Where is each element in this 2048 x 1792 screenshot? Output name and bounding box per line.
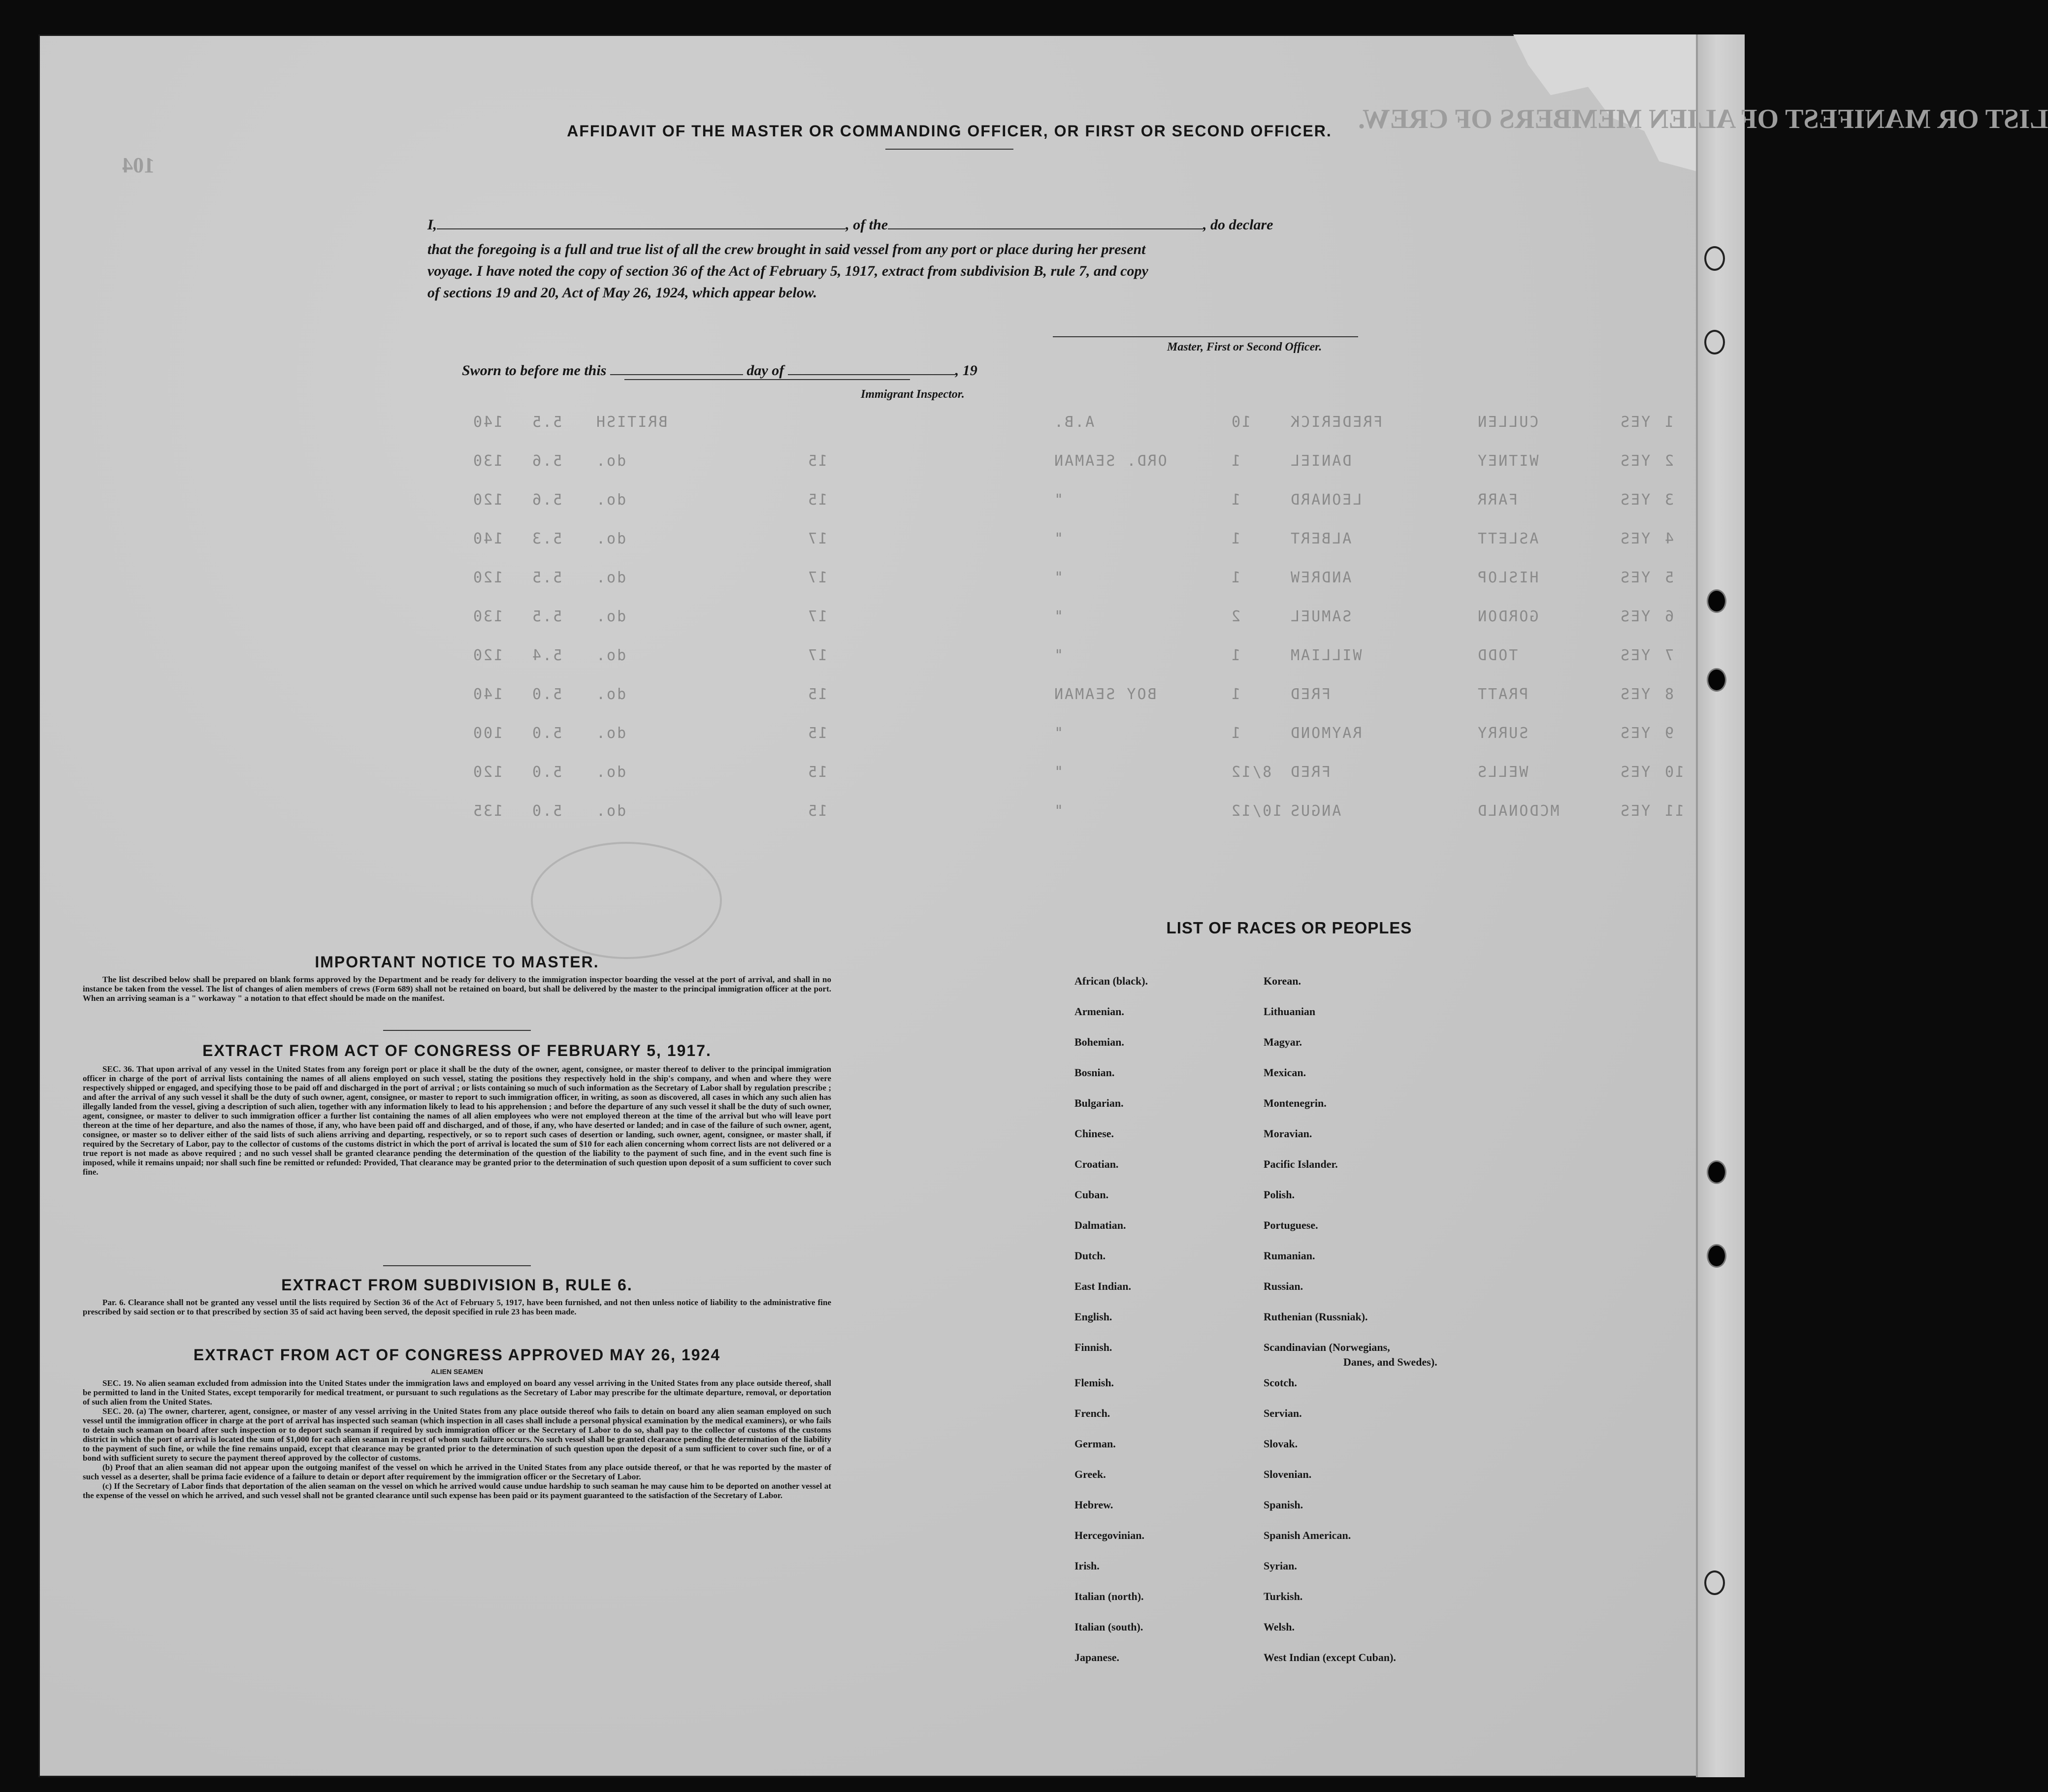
bleed-cell-age: 15 — [807, 802, 828, 820]
master-signature-line[interactable] — [1053, 336, 1358, 337]
race-item: Armenian. — [1074, 1005, 1124, 1018]
bleed-cell-weight: 120 — [472, 764, 503, 781]
bleed-cell-given: RAYMOND — [1289, 725, 1362, 742]
race-item: Hebrew. — [1074, 1499, 1113, 1511]
bleed-cell-nat: do. — [595, 802, 626, 820]
bleed-cell-weight: 140 — [472, 530, 503, 547]
bleed-cell-pos: " — [1053, 569, 1064, 586]
bleed-cell-time: 1 — [1230, 452, 1241, 470]
bleed-cell-age: 17 — [807, 569, 828, 586]
bleed-cell-yes: YES — [1619, 569, 1651, 586]
sworn-year: , 19 — [955, 362, 977, 379]
bleed-cell-surname: MCDONALD — [1476, 802, 1560, 820]
bleed-cell-weight: 140 — [472, 414, 503, 431]
bleed-cell-weight: 130 — [472, 608, 503, 625]
vessel-name-field[interactable] — [888, 217, 1203, 229]
race-item: Scotch. — [1264, 1376, 1297, 1389]
race-item: Irish. — [1074, 1560, 1100, 1572]
bleed-cell-given: FRED — [1289, 764, 1331, 781]
par-6-paragraph: Par. 6. Clearance shall not be granted any vessel until the lists required by Section 36 of the Act of February 5, 1917, have been furnished, and not then unless notice of liability to the administrative fine prescribed by said section or to that prescribed by section 35 of said act having been served, the deposit specified in rule 23 has been made. — [83, 1298, 831, 1316]
bleed-cell-height: 5.0 — [531, 802, 562, 820]
bleed-cell-line: 6 — [1663, 608, 1674, 625]
bleed-cell-time: 1 — [1230, 491, 1241, 509]
inspector-signature-line[interactable] — [624, 379, 910, 380]
bleed-cell-age: 15 — [807, 491, 828, 509]
bleed-cell-yes: YES — [1619, 452, 1651, 470]
bleed-cell-nat: do. — [595, 569, 626, 586]
bleed-cell-line: 4 — [1663, 530, 1674, 547]
bleed-header-number: 104 — [122, 153, 155, 177]
bleed-cell-weight: 120 — [472, 491, 503, 509]
binder-hole — [1708, 591, 1725, 611]
bleed-cell-height: 5.3 — [531, 530, 562, 547]
bleed-cell-pos: " — [1053, 608, 1064, 625]
bleed-cell-height: 5.5 — [531, 569, 562, 586]
faint-stamp — [531, 842, 722, 959]
bleed-cell-time: 8/12 — [1230, 764, 1272, 781]
bleed-cell-nat: do. — [595, 452, 626, 470]
bleed-cell-age: 17 — [807, 647, 828, 664]
bleed-cell-surname: WELLS — [1476, 764, 1528, 781]
bleed-cell-height: 5.5 — [531, 608, 562, 625]
extract-1917-body — [83, 1064, 831, 1177]
sec-20b-paragraph: (b) Proof that an alien seaman did not appear upon the outgoing manifest of the vessel on which he arrived in the United States from any place outside thereof, or that he was reported by the master of such vessel as a deserter, shall be prima facie evidence of a failure to detain or deport after requirement by the immigration officer or the Secretary of Labor. — [83, 1463, 831, 1481]
race-item: Russian. — [1264, 1280, 1303, 1292]
sec-20c-paragraph: (c) If the Secretary of Labor finds that deportation of the alien seaman on the vessel on which he arrived would cause undue hardship to such seaman he may cause him to be deported on another vessel at the expense of the vessel on which he arrived, and such vessel shall not be granted clearance until such expense has been paid or its payment guaranteed to the satisfaction of the Secretary of Labor. — [83, 1481, 831, 1500]
of-the-label: , of the — [845, 217, 888, 233]
bleed-cell-weight: 100 — [472, 725, 503, 742]
race-item: Greek. — [1074, 1468, 1106, 1480]
bleed-cell-given: LEONARD — [1289, 491, 1362, 509]
notice-body — [83, 975, 831, 1003]
race-item: Montenegrin. — [1264, 1097, 1327, 1109]
race-item: Croatian. — [1074, 1158, 1119, 1170]
bleed-cell-nat: do. — [595, 686, 626, 703]
bleed-cell-surname: GORDON — [1476, 608, 1539, 625]
divider — [885, 149, 1013, 150]
bleed-cell-age: 15 — [807, 764, 828, 781]
affidavit-statement-2: voyage. I have noted the copy of section 36 of the Act of February 5, 1917, extract from subdivision B, rule 7, and copy — [427, 263, 1148, 279]
bleed-cell-age: 17 — [807, 530, 828, 547]
race-item: East Indian. — [1074, 1280, 1131, 1292]
bleed-cell-height: 5.5 — [531, 414, 562, 431]
race-item: Pacific Islander. — [1264, 1158, 1338, 1170]
bleed-cell-line: 10 — [1663, 764, 1685, 781]
bleed-cell-given: SAMUEL — [1289, 608, 1352, 625]
bleed-cell-time: 10/12 — [1230, 802, 1282, 820]
bleed-cell-pos: " — [1053, 647, 1064, 664]
bleed-cell-age: 15 — [807, 725, 828, 742]
race-item: Chinese. — [1074, 1127, 1114, 1140]
master-signature-caption: Master, First or Second Officer. — [1167, 341, 1322, 353]
race-item: Slovenian. — [1264, 1468, 1312, 1480]
notice-paragraph: The list described below shall be prepared on blank forms approved by the Department and be ready for delivery to the immigration inspector boarding the vessel at the port of arrival, and shall in no instance be taken from the vessel. The list of changes of alien members of crews (Form 689) shall not be retained on board, but shall be delivered by the master to the principal immigration officer at the port. When an arriving seaman is a " workaway " a notation to that effect should be made on the manifest. — [83, 975, 831, 1003]
bleed-cell-line: 7 — [1663, 647, 1674, 664]
bleed-cell-age: 15 — [807, 686, 828, 703]
bleed-cell-yes: YES — [1619, 686, 1651, 703]
race-item: Spanish. — [1264, 1499, 1303, 1511]
sworn-day-field[interactable] — [610, 362, 743, 375]
bleed-cell-line: 9 — [1663, 725, 1674, 742]
declare-i-label: I, — [427, 217, 437, 233]
bleed-cell-weight: 130 — [472, 452, 503, 470]
race-item: Rumanian. — [1264, 1249, 1315, 1262]
bleed-cell-yes: YES — [1619, 530, 1651, 547]
race-item: Polish. — [1264, 1188, 1295, 1201]
bleed-cell-yes: YES — [1619, 725, 1651, 742]
affidavit-declaration-line — [427, 217, 1273, 233]
bleed-cell-time: 10 — [1230, 414, 1251, 431]
bleed-cell-yes: YES — [1619, 802, 1651, 820]
affidavit-statement-3: of sections 19 and 20, Act of May 26, 1924, which appear below. — [427, 285, 817, 301]
race-item: Ruthenian (Russniak). — [1264, 1311, 1368, 1323]
race-item: Scandinavian (Norwegians, — [1264, 1341, 1390, 1353]
bleed-cell-nat: do. — [595, 530, 626, 547]
extract-rule6-title: EXTRACT FROM SUBDIVISION B, RULE 6. — [281, 1276, 633, 1294]
bleed-cell-surname: FARR — [1476, 491, 1518, 509]
document-page — [38, 34, 2048, 1777]
bleed-cell-yes: YES — [1619, 414, 1651, 431]
race-item: Servian. — [1264, 1407, 1302, 1419]
bleed-cell-surname: CULLEN — [1476, 414, 1539, 431]
bleed-cell-surname: PRATT — [1476, 686, 1528, 703]
extract-1924-title: EXTRACT FROM ACT OF CONGRESS APPROVED MAY 26, 1924 — [193, 1346, 721, 1364]
race-item: Mexican. — [1264, 1066, 1306, 1079]
bleed-cell-line: 2 — [1663, 452, 1674, 470]
bleed-cell-time: 1 — [1230, 725, 1241, 742]
bleed-cell-yes: YES — [1619, 647, 1651, 664]
race-item-continuation: Danes, and Swedes). — [1343, 1356, 1437, 1368]
bleed-cell-given: WILLIAM — [1289, 647, 1362, 664]
bleed-cell-given: DANIEL — [1289, 452, 1352, 470]
sworn-day-of: day of — [747, 362, 784, 379]
race-item: West Indian (except Cuban). — [1264, 1651, 1396, 1664]
bleed-cell-nat: do. — [595, 608, 626, 625]
race-item: Syrian. — [1264, 1560, 1297, 1572]
bleed-cell-height: 5.4 — [531, 647, 562, 664]
bleed-cell-time: 1 — [1230, 686, 1241, 703]
binder-hole — [1704, 330, 1725, 354]
bleed-cell-height: 5.0 — [531, 764, 562, 781]
race-item: Portuguese. — [1264, 1219, 1318, 1231]
bleed-cell-weight: 120 — [472, 569, 503, 586]
bleed-cell-surname: WITNEY — [1476, 452, 1539, 470]
bleed-cell-pos: " — [1053, 764, 1064, 781]
bleed-cell-given: FRED — [1289, 686, 1331, 703]
bleed-cell-surname: TODD — [1476, 647, 1518, 664]
bleed-cell-time: 1 — [1230, 530, 1241, 547]
race-item: Slovak. — [1264, 1438, 1298, 1450]
bleed-cell-nat: do. — [595, 647, 626, 664]
races-title: LIST OF RACES OR PEOPLES — [1166, 919, 1412, 937]
race-item: Lithuanian — [1264, 1005, 1316, 1018]
race-item: African (black). — [1074, 975, 1148, 987]
race-item: Dutch. — [1074, 1249, 1105, 1262]
bleed-cell-time: 2 — [1230, 608, 1241, 625]
affidavit-title: AFFIDAVIT OF THE MASTER OR COMMANDING OFFICER, OR FIRST OR SECOND OFFICER. — [567, 122, 1332, 140]
divider — [383, 1265, 531, 1266]
bleed-cell-line: 3 — [1663, 491, 1674, 509]
bleed-cell-given: ANDREW — [1289, 569, 1352, 586]
divider — [383, 1030, 531, 1031]
race-item: Flemish. — [1074, 1376, 1114, 1389]
race-item: Cuban. — [1074, 1188, 1109, 1201]
race-item: Welsh. — [1264, 1621, 1295, 1633]
extract-1924-body — [83, 1378, 831, 1500]
bleed-cell-pos: " — [1053, 802, 1064, 820]
bleed-cell-surname: HISLOP — [1476, 569, 1539, 586]
bleed-cell-pos: " — [1053, 725, 1064, 742]
notice-title: IMPORTANT NOTICE TO MASTER. — [315, 953, 599, 971]
race-item: Dalmatian. — [1074, 1219, 1126, 1231]
binder-hole — [1704, 1570, 1725, 1595]
race-item: Moravian. — [1264, 1127, 1312, 1140]
extract-rule6-body — [83, 1298, 831, 1316]
sworn-prefix: Sworn to before me this — [462, 362, 607, 379]
bleed-cell-yes: YES — [1619, 491, 1651, 509]
inspector-caption: Immigrant Inspector. — [861, 388, 965, 401]
bleed-cell-weight: 135 — [472, 802, 503, 820]
race-item: Bosnian. — [1074, 1066, 1115, 1079]
bleed-cell-line: 1 — [1663, 414, 1674, 431]
bleed-cell-nat: do. — [595, 491, 626, 509]
extract-1924-subtitle: ALIEN SEAMEN — [431, 1368, 483, 1376]
extract-1917-title: EXTRACT FROM ACT OF CONGRESS OF FEBRUARY 5, 1917. — [202, 1042, 712, 1059]
bleed-cell-height: 5.6 — [531, 452, 562, 470]
race-item: Bulgarian. — [1074, 1097, 1124, 1109]
bleed-cell-height: 5.0 — [531, 686, 562, 703]
sec-36-paragraph: SEC. 36. That upon arrival of any vessel in the United States from any foreign port or place it shall be the duty of the owner, agent, consignee, or master thereof to deliver to the principal immigration officer in charge of the port of arrival lists containing the names of all aliens employed on such vessel, stating the positions they respectively hold in the ship's company, and when and where they were respectively shipped or engaged, and specifying those to be paid off and discharged in the port of arrival ; or lists containing so much of such information as the Secretary of Labor shall by regulation prescribe ; and after the arrival of any such vessel it shall be the duty of such owner, agent, consignee, or master to report to such immigration officer, in writing, as soon as discovered, all cases in which any such alien has illegally landed from the vessel, giving a description of such alien, together with any information likely to lead to his apprehension ; and before the departure of any such vessel it shall be the duty of such owner, agent, consignee, or master to deliver to such immigration officer a further list containing the names of all alien employees who were not employed thereon at the time of the arrival but who will leave port thereon at the time of her departure, and also the names of those, if any, who have been paid off and discharged, and of those, if any, who have deserted or landed; and in case of the failure of such owner, agent, consignee, or master so to deliver either of the said lists of such aliens arriving and departing, respectively, or so to report such cases of desertion or landing, such owner, agent, consignee, or master shall, if required by the Secretary of Labor, pay to the collector of customs of the customs district in which the port of arrival is located the sum of $10 for each alien concerning whom correct lists are not delivered or a true report is not made as above required ; and no such vessel shall be granted clearance pending the determination of the question of the liability to the payment of such fine, and in the event such fine is imposed, while it remains unpaid; nor shall such fine be remitted or refunded: Provided, That clearance may be granted prior to the determination of such question upon deposit of a sum sufficient to cover such fine. — [83, 1064, 831, 1177]
bleed-cell-height: 5.6 — [531, 491, 562, 509]
sec-20a-paragraph: SEC. 20. (a) The owner, charterer, agent, consignee, or master of any vessel arriving in the United States from any place outside thereof who fails to detain on board any alien seaman employed on such vessel until the immigration officer in charge at the port of arrival has inspected such seaman (which inspection in all cases shall include a personal physical examination by the medical examiners), or who fails to detain such seaman on board after such inspection or to deport such seaman if required by such immigration officer or the Secretary of Labor to do so, shall pay to the collector of customs of the customs district in which the port of arrival is located the sum of $1,000 for each alien seaman in respect of whom such failure occurs. No such vessel shall be granted clearance pending the determination of the liability to the payment of such fine, or while the fine remains unpaid, except that clearance may be granted prior to the determination of such question upon the deposit of a sum sufficient to cover such fine, or of a bond with sufficient surety to secure the payment thereof approved by the collector of customs. — [83, 1407, 831, 1463]
bleed-cell-pos: A.B. — [1053, 414, 1095, 431]
bleed-cell-given: ALBERT — [1289, 530, 1352, 547]
bleed-cell-weight: 120 — [472, 647, 503, 664]
master-name-field[interactable] — [437, 217, 845, 229]
bleed-cell-age: 17 — [807, 608, 828, 625]
binder-hole — [1708, 670, 1725, 690]
sworn-month-field[interactable] — [788, 362, 955, 375]
race-item: Korean. — [1264, 975, 1301, 987]
race-item: Spanish American. — [1264, 1529, 1351, 1541]
bleed-cell-nat: do. — [595, 764, 626, 781]
affidavit-statement-1: that the foregoing is a full and true list of all the crew brought in said vessel from any port or place during her present — [427, 241, 1146, 257]
bleed-cell-time: 1 — [1230, 569, 1241, 586]
bleed-cell-pos: BOY SEAMAN — [1053, 686, 1157, 703]
bleed-cell-height: 5.0 — [531, 725, 562, 742]
race-item: Japanese. — [1074, 1651, 1120, 1664]
page-edge-strip — [1696, 34, 1745, 1777]
bleed-cell-nat: do. — [595, 725, 626, 742]
bleed-cell-weight: 140 — [472, 686, 503, 703]
binder-hole — [1708, 1162, 1725, 1183]
race-item: Finnish. — [1074, 1341, 1112, 1353]
race-item: Hercegovinian. — [1074, 1529, 1144, 1541]
do-declare-label: , do declare — [1203, 217, 1273, 233]
binder-hole — [1704, 246, 1725, 271]
bleed-cell-given: FREDERICK — [1289, 414, 1383, 431]
bleed-cell-pos: " — [1053, 530, 1064, 547]
bleed-cell-time: 1 — [1230, 647, 1241, 664]
bleed-cell-line: 8 — [1663, 686, 1674, 703]
bleed-cell-pos: " — [1053, 491, 1064, 509]
binder-hole — [1708, 1246, 1725, 1266]
bleed-cell-line: 11 — [1663, 802, 1685, 820]
race-item: English. — [1074, 1311, 1112, 1323]
sworn-line — [462, 362, 977, 379]
bleed-cell-given: ANGUS — [1289, 802, 1341, 820]
race-item: Bohemian. — [1074, 1036, 1124, 1048]
bleed-cell-surname: ASLETT — [1476, 530, 1539, 547]
bleed-cell-nat: BRITISH — [595, 414, 668, 431]
bleed-cell-yes: YES — [1619, 764, 1651, 781]
sec-19-paragraph: SEC. 19. No alien seaman excluded from admission into the United States under the immigration laws and employed on board any vessel arriving in the United States from any place outside thereof, shall be permitted to land in the United States, except temporarily for medical treatment, or pursuant to such regulations as the Secretary of Labor may prescribe for the ultimate departure, removal, or deportation of such alien from the United States. — [83, 1378, 831, 1407]
bleed-cell-age: 15 — [807, 452, 828, 470]
race-item: Italian (north). — [1074, 1590, 1144, 1602]
bleed-cell-line: 5 — [1663, 569, 1674, 586]
bleed-cell-pos: ORD. SEAMAN — [1053, 452, 1167, 470]
race-item: German. — [1074, 1438, 1116, 1450]
bleed-cell-yes: YES — [1619, 608, 1651, 625]
race-item: Magyar. — [1264, 1036, 1302, 1048]
race-item: Turkish. — [1264, 1590, 1303, 1602]
bleed-cell-surname: SURRY — [1476, 725, 1528, 742]
bleed-header-title: LIST OR MANIFEST OF ALIEN MEMBERS OF CREW. — [1358, 104, 2048, 134]
race-item: French. — [1074, 1407, 1110, 1419]
race-item: Italian (south). — [1074, 1621, 1143, 1633]
